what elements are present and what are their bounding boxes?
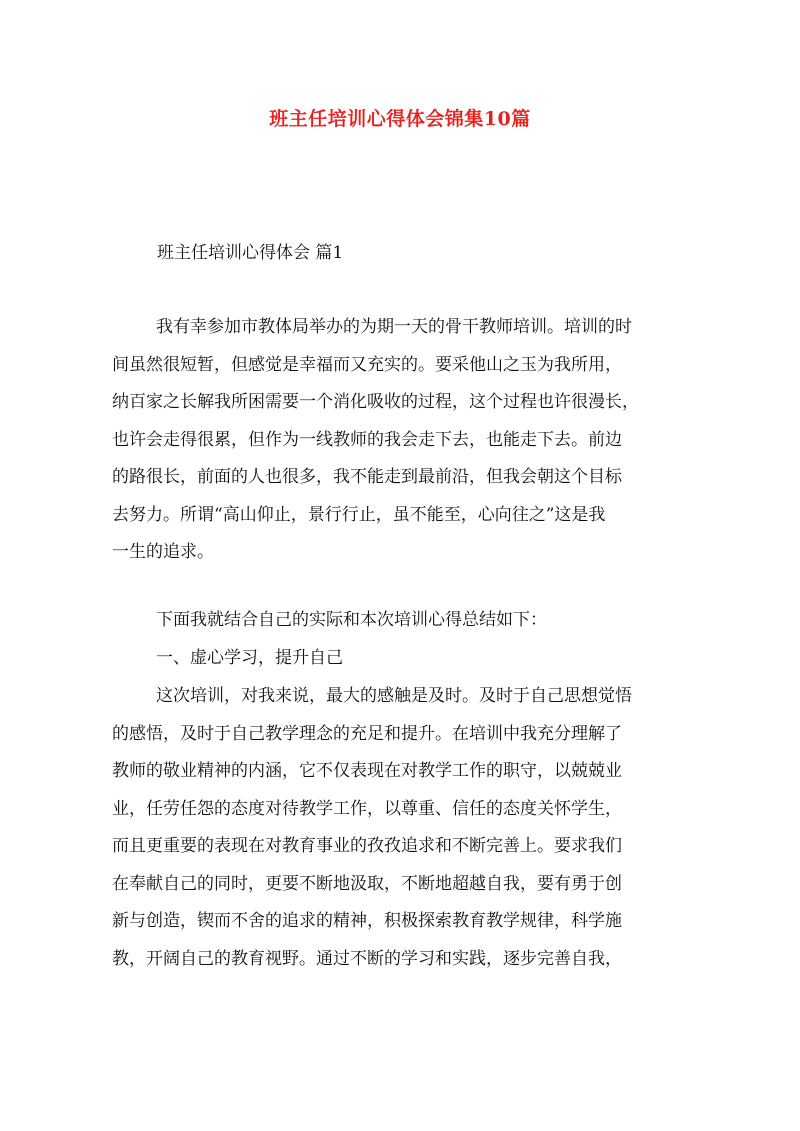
paragraph-line: 这次培训，对我来说，最大的感触是及时。及时于自己思想觉悟 xyxy=(156,686,632,706)
paragraph-line: 间虽然很短暂，但感觉是幸福而又充实的。要采他山之玉为我所用， xyxy=(112,354,622,375)
section-heading: 班主任培训心得体会 篇1 xyxy=(157,243,344,263)
paragraph-line: 而且更重要的表现在对教育事业的孜孜追求和不断完善上。要求我们 xyxy=(112,836,622,856)
paragraph-line: 教师的敬业精神的内涵，它不仅表现在对教学工作的职守，以兢兢业 xyxy=(112,761,622,781)
document-title: 班主任培训心得体会锦集10篇 xyxy=(269,108,531,130)
paragraph-line: 也许会走得很累，但作为一线教师的我会走下去，也能走下去。前边 xyxy=(112,429,622,450)
paragraph-line: 在奉献自己的同时，更要不断地汲取，不断地超越自我，要有勇于创 xyxy=(112,873,622,894)
subheading-humble-learning xyxy=(112,640,692,678)
paragraph-line: 我有幸参加市教体局举办的为期一天的骨干教师培训。培训的时 xyxy=(156,317,632,337)
paragraph-line: 下面我就结合自己的实际和本次培训心得总结如下： xyxy=(156,610,547,630)
paragraph-line: 业，任劳任怨的态度对待教学工作，以尊重、信任的态度关怀学生， xyxy=(112,798,622,819)
paragraph-line: 纳百家之长解我所困需要一个消化吸收的过程，这个过程也许很漫长， xyxy=(112,392,639,412)
paragraph-line: 的路很长，前面的人也很多，我不能走到最前沿，但我会朝这个目标 xyxy=(112,467,622,487)
paragraph-line: 新与创造，锲而不舍的追求的精神，积极探索教育教学规律，科学施 xyxy=(112,911,622,931)
paragraph-summary xyxy=(112,602,692,640)
paragraph-training-reflection xyxy=(112,678,692,978)
paragraph-line: 一生的追求。 xyxy=(112,542,214,562)
paragraph-line: 去努力。所谓“高山仰止，景行行止，虽不能至，心向往之”这是我 xyxy=(112,504,606,525)
paragraph-intro xyxy=(112,309,692,572)
subheading-line: 一、虚心学习，提升自己 xyxy=(156,648,343,668)
paragraph-line: 的感悟，及时于自己教学理念的充足和提升。在培训中我充分理解了 xyxy=(112,723,622,744)
paragraph-line: 教，开阔自己的教育视野。通过不断的学习和实践，逐步完善自我， xyxy=(112,948,622,969)
